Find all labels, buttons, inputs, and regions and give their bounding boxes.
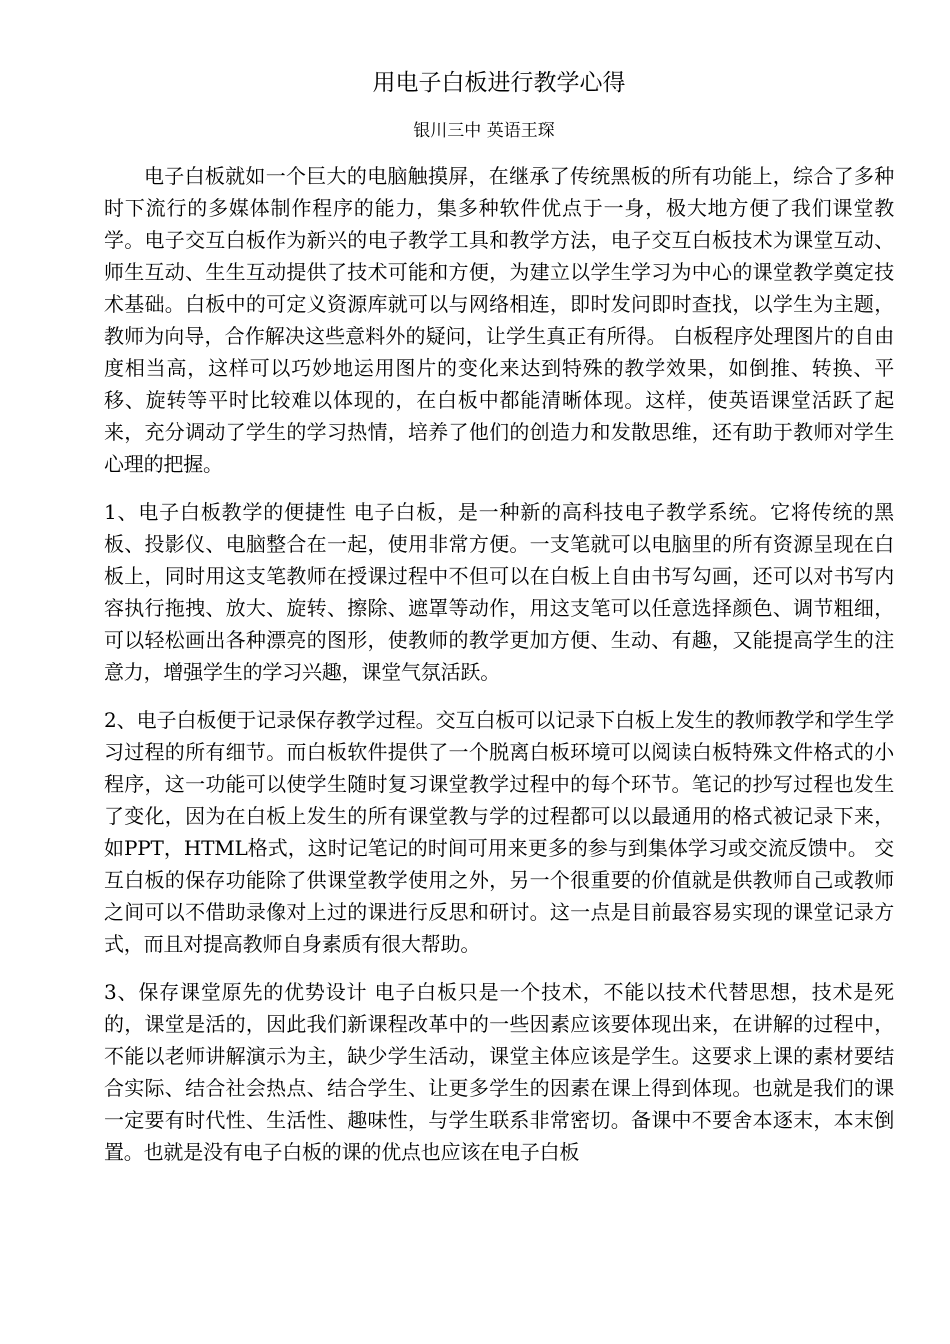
paragraph-section-2: 2、电子白板便于记录保存教学过程。交互白板可以记录下白板上发生的教师教学和学生学习过程的所有细节。而白板软件提供了一个脱离白板环境可以阅读白板特殊文件格式的小程序，这一功能可以使学生随时复习课堂教学过程中的每个环节。笔记的抄写过程也发生了变化，因为在白板上发生的所有课堂教与学的过程都可以以最通用的格式被记录下来，如PPT，HTML格式，这时记笔记的时间可用来更多的参与到集体学习或交流反馈中。 交互白板的保存功能除了供课堂教学使用之外，另一个很重要的价值就是供教师自己或教师之间可以不借助录像对上过的课进行反思和研讨。这一点是目前最容易实现的课堂记录方式，而且对提高教师自身素质有很大帮助。 [104,708,894,956]
paragraph-section-3: 3、保存课堂原先的优势设计 电子白板只是一个技术，不能以技术代替思想，技术是死的，课堂是活的，因此我们新课程改革中的一些因素应该要体现出来，在讲解的过程中，不能以老师讲解演示为主，缺少学生活动，课堂主体应该是学生。这要求上课的素材要结合实际、结合社会热点、结合学生、让更多学生的因素在课上得到体现。也就是我们的课一定要有时代性、生活性、趣味性，与学生联系非常密切。备课中不要舍本逐末，本末倒置。也就是没有电子白板的课的优点也应该在电子白板 [104,980,894,1164]
document-page [104,66,894,1184]
paragraph-section-1: 1、电子白板教学的便捷性 电子白板，是一种新的高科技电子教学系统。它将传统的黑板、投影仪、电脑整合在一起，使用非常方便。一支笔就可以电脑里的所有资源呈现在白板上，同时用这支笔教师在授课过程中不但可以在白板上自由书写勾画，还可以对书写内容执行拖拽、放大、旋转、擦除、遮罩等动作，用这支笔可以任意选择颜色、调节粗细，可以轻松画出各种漂亮的图形，使教师的教学更加方便、生动、有趣，又能提高学生的注意力，增强学生的学习兴趣，课堂气氛活跃。 [104,500,894,684]
paragraph-intro: 电子白板就如一个巨大的电脑触摸屏，在继承了传统黑板的所有功能上，综合了多种时下流行的多媒体制作程序的能力，集多种软件优点于一身，极大地方便了我们课堂教学。电子交互白板作为新兴的电子教学工具和教学方法，电子交互白板技术为课堂互动、师生互动、生生互动提供了技术可能和方便，为建立以学生学习为中心的课堂教学奠定技术基础。白板中的可定义资源库就可以与网络相连，即时发问即时查找，以学生为主题，教师为向导，合作解决这些意料外的疑问，让学生真正有所得。 白板程序处理图片的自由度相当高，这样可以巧妙地运用图片的变化来达到特殊的教学效果，如倒推、转换、平移、旋转等平时比较难以体现的，在白板中都能清晰体现。这样，使英语课堂活跃了起来，充分调动了学生的学习热情，培养了他们的创造力和发散思维，还有助于教师对学生心理的把握。 [104,164,894,476]
document-title: 用电子白板进行教学心得 [372,70,626,96]
document-author: 银川三中 英语王琛 [413,121,555,141]
